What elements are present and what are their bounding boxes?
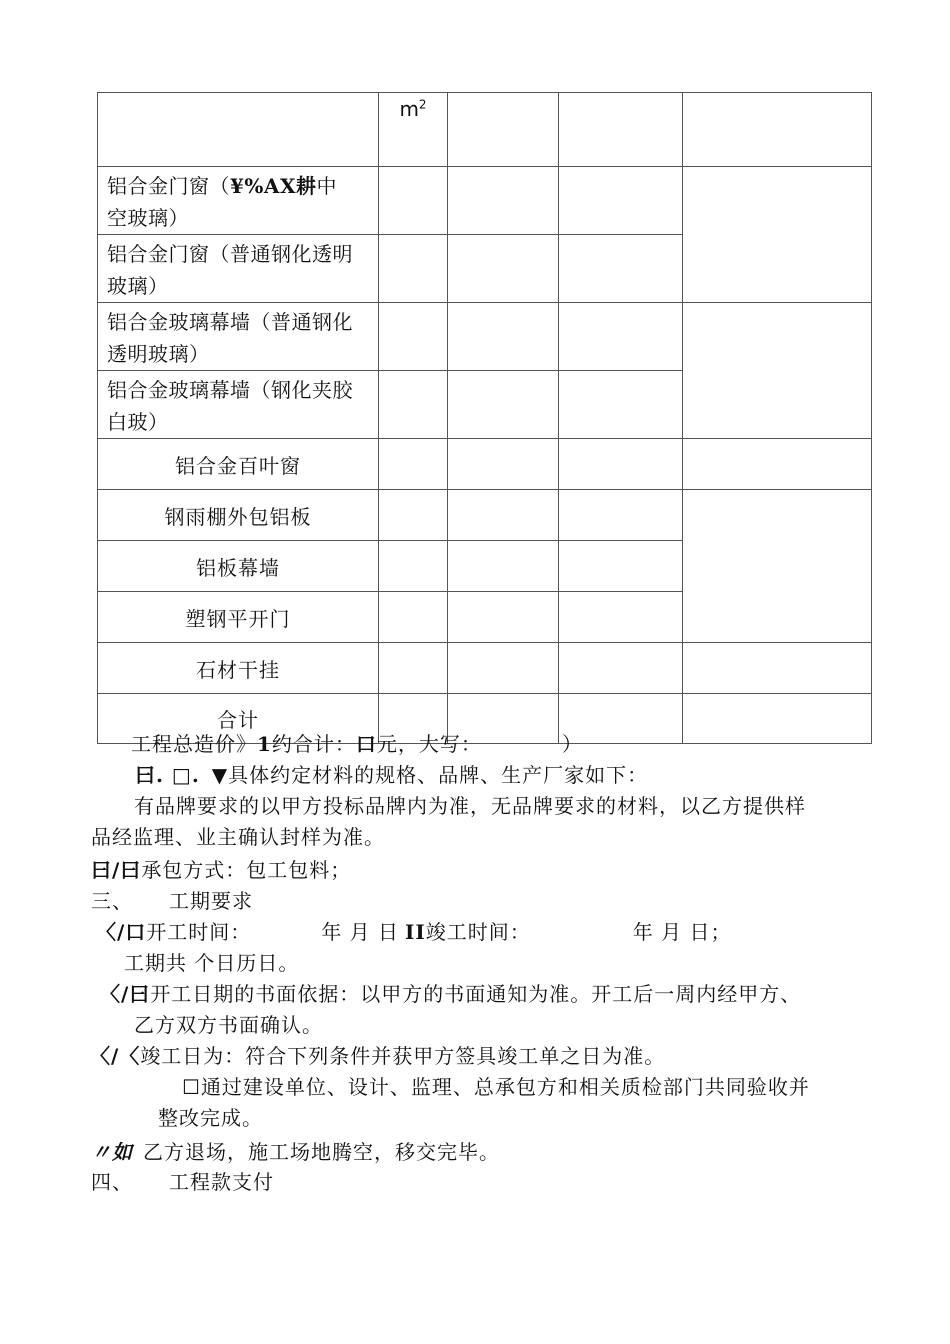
table-cell [559,303,683,371]
checkbox-glyph: 口 [355,732,377,756]
marker-glyph: 〃如 [91,1140,133,1164]
unit-label: m [399,97,419,121]
table-cell [379,592,448,643]
start-basis-line [100,979,801,1009]
item-name-cell: 钢雨棚外包铝板 [98,490,379,541]
table-cell [379,541,448,592]
marker-glyph: 曰. □. [135,763,200,787]
total-label-cell: 合计 [98,694,379,744]
item-name-cell [98,235,379,303]
item-name-cell: 铝合金百叶窗 [98,439,379,490]
table-cell [379,371,448,439]
item-name-cell [98,167,379,235]
text-span: 开工时间： [146,920,252,944]
text-span: 年 月 日； [632,920,732,944]
table-cell [379,643,448,694]
marker-glyph: 〈/曰 [100,982,151,1006]
item-name-line2: 透明玻璃） [107,342,210,366]
item-name-cell: 石材干挂 [98,643,379,694]
item-name-cell: 塑钢平开门 [98,592,379,643]
table-row [98,93,872,167]
unit-exponent: 2 [418,97,427,112]
table-cell [379,303,448,371]
table-cell [683,439,872,490]
condition-1-line2: 整改完成。 [158,1106,263,1130]
table-cell [98,93,379,167]
unit-cell [379,93,448,167]
table-row [98,167,872,235]
text-span: 1 [257,732,272,756]
marker-glyph: 〈/〈 [90,1044,141,1068]
table-cell [448,541,559,592]
text-span: 竣工日为：符合下列条件并获甲方签具竣工单之日为准。 [140,1044,666,1068]
table-cell [559,490,683,541]
table-cell [448,303,559,371]
text-span: 工程总造价》 [131,732,257,756]
text-span: 承包方式：包工包料； [141,858,352,882]
section-title: 工期要求 [169,889,253,913]
table-cell [559,592,683,643]
item-name-line1: 铝合金门窗（普通钢化透明 [107,242,353,266]
duration-line: 工期共 个日历日。 [124,951,300,975]
text-span: 开工日期的书面依据：以甲方的书面通知为准。开工后一周内经甲方、 [150,982,802,1006]
table-cell [559,235,683,303]
table-cell [379,490,448,541]
section-number: 三、 [91,889,133,913]
table-row [98,303,872,371]
table-row [98,643,872,694]
item-name-rest: 中 [316,174,337,198]
item-name-line2: 玻璃） [107,274,169,298]
schedule-line [96,917,731,947]
text-span: 约合计： [271,732,356,756]
table-cell [559,371,683,439]
table-cell [559,541,683,592]
item-name-cell [98,371,379,439]
text-span: 元，大写： [376,732,482,756]
table-cell [448,439,559,490]
table-cell [559,439,683,490]
marker-glyph: 〈/口 [96,920,147,944]
section-4-heading [91,1167,274,1197]
table-cell [559,93,683,167]
table-cell [379,167,448,235]
table-cell [683,93,872,167]
text-span: ） [561,732,583,756]
item-name-line1: 铝合金门窗（ [107,174,230,198]
checkbox-glyph: ☐ [182,1075,201,1099]
condition-2-line [91,1137,500,1167]
table-cell [683,643,872,694]
table-cell [448,643,559,694]
item-name-line1: 铝合金玻璃幕墙（普通钢化 [107,310,353,334]
contract-method-line [91,855,351,885]
completion-line [90,1041,665,1071]
item-name-cell [98,303,379,371]
table-cell [448,371,559,439]
brand-paragraph-line1: 有品牌要求的以甲方投标品牌内为准，无品牌要求的材料，以乙方提供样 [134,794,806,818]
condition-1-line1 [182,1072,810,1102]
item-name-line1: 铝合金玻璃幕墙（钢化夹胶 [107,378,353,402]
table-cell [448,93,559,167]
table-cell [559,167,683,235]
text-span: 竣工时间： [425,920,531,944]
item-name-cell: 铝板幕墙 [98,541,379,592]
text-span: 乙方退场，施工场地腾空，移交完毕。 [143,1140,500,1164]
merged-cell [683,490,872,643]
item-name-line2: 空玻璃） [107,206,189,230]
table-cell [448,592,559,643]
total-price-line [131,729,583,759]
table-row [98,439,872,490]
table-cell [448,167,559,235]
section-number: 四、 [91,1170,133,1194]
brand-paragraph-line2: 品经监理、业主确认封样为准。 [91,825,385,849]
table-cell [379,439,448,490]
item-name-bold: ¥%AX耕 [230,174,317,198]
table-cell [683,694,872,744]
text-span: 年 月 日 [321,920,400,944]
section-3-heading [91,886,253,916]
text-span: II [405,920,426,944]
table-cell [559,643,683,694]
text-span: ▼具体约定材料的规格、品牌、生产厂家如下： [211,763,649,787]
material-spec-line [135,760,648,790]
table-cell [448,235,559,303]
marker-glyph: 曰/曰 [91,858,142,882]
start-basis-line2: 乙方双方书面确认。 [134,1013,323,1037]
table-cell [448,490,559,541]
table-cell [379,235,448,303]
table-row [98,490,872,541]
materials-table [97,92,872,744]
section-title: 工程款支付 [169,1170,274,1194]
item-name-line2: 白玻） [107,410,169,434]
merged-cell [683,167,872,303]
merged-cell [683,303,872,439]
text-span: 通过建设单位、设计、监理、总承包方和相关质检部门共同验收并 [200,1075,810,1099]
